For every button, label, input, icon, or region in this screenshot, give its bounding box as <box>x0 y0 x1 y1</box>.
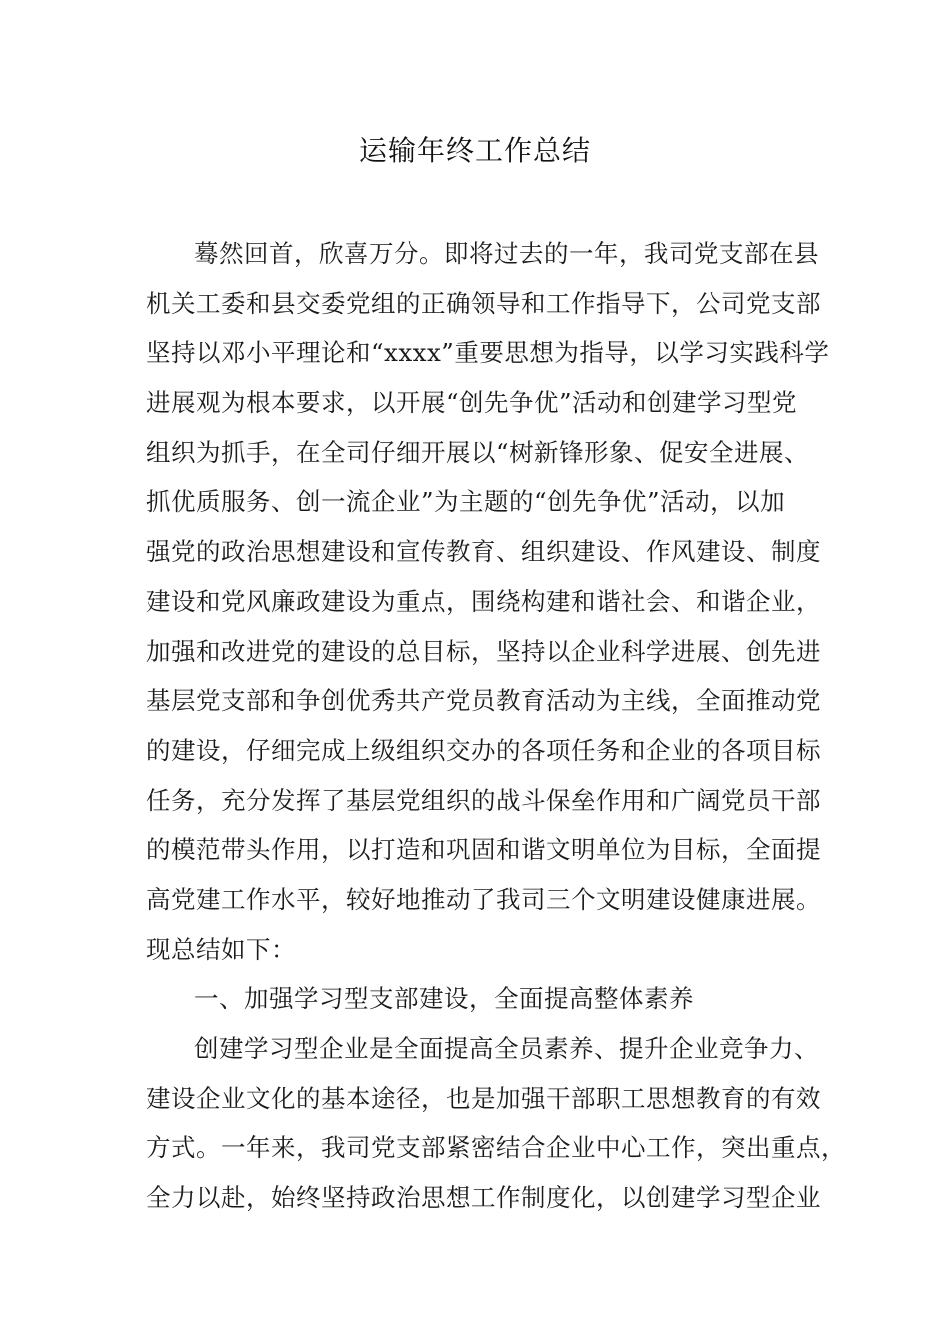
paragraph-2-line-2: 建设企业文化的基本途径，也是加强干部职工思想教育的有效 <box>146 1083 821 1113</box>
paragraph-1-line-13: 的模范带头作用，以打造和巩固和谐文明单位为目标，全面提 <box>146 835 821 865</box>
paragraph-2-line-1: 创建学习型企业是全面提高全员素养、提升企业竞争力、 <box>194 1034 819 1063</box>
document-body <box>146 229 846 1223</box>
paragraph-1-line-11: 的建设，仔细完成上级组织交办的各项任务和企业的各项目标 <box>146 735 821 765</box>
paragraph-1-line-14: 高党建工作水平，较好地推动了我司三个文明建设健康进展。 <box>146 884 821 914</box>
paragraph-1-line-7: 强党的政治思想建设和宣传教育、组织建设、作风建设、制度 <box>146 537 821 567</box>
paragraph-1-line-2: 机关工委和县交委党组的正确领导和工作指导下，公司党支部 <box>146 288 821 318</box>
paragraph-1-line-5: 组织为抓手，在全司仔细开展以“树新锋形象、促安全进展、 <box>146 437 810 467</box>
paragraph-1-line-4: 进展观为根本要求，以开展“创先争优”活动和创建学习型党 <box>146 388 798 418</box>
paragraph-1-line-8: 建设和党风廉政建设为重点，围绕构建和谐社会、和谐企业， <box>146 586 821 616</box>
paragraph-1-line-15: 现总结如下： <box>146 934 296 964</box>
paragraph-2-line-3: 方式。一年来，我司党支部紧密结合企业中心工作，突出重点， <box>146 1133 846 1163</box>
paragraph-1-line-9: 加强和改进党的建设的总目标，坚持以企业科学进展、创先进 <box>146 636 821 666</box>
paragraph-1-line-6: 抓优质服务、创一流企业”为主题的“创先争优”活动，以加 <box>146 487 786 517</box>
section-heading-1: 一、加强学习型支部建设，全面提高整体素养 <box>194 984 694 1014</box>
paragraph-2-line-4: 全力以赴，始终坚持政治思想工作制度化，以创建学习型企业 <box>146 1183 821 1213</box>
paragraph-1-line-1: 蓦然回首，欣喜万分。即将过去的一年，我司党支部在县 <box>194 239 819 268</box>
paragraph-1-line-10: 基层党支部和争创优秀共产党员教育活动为主线，全面推动党 <box>146 686 821 716</box>
paragraph-1-line-12: 任务，充分发挥了基层党组织的战斗保垒作用和广阔党员干部 <box>146 785 821 815</box>
paragraph-1-line-3: 坚持以邓小平理论和“xxxx”重要思想为指导，以学习实践科学 <box>146 338 830 368</box>
document-title: 运输年终工作总结 <box>358 134 591 167</box>
